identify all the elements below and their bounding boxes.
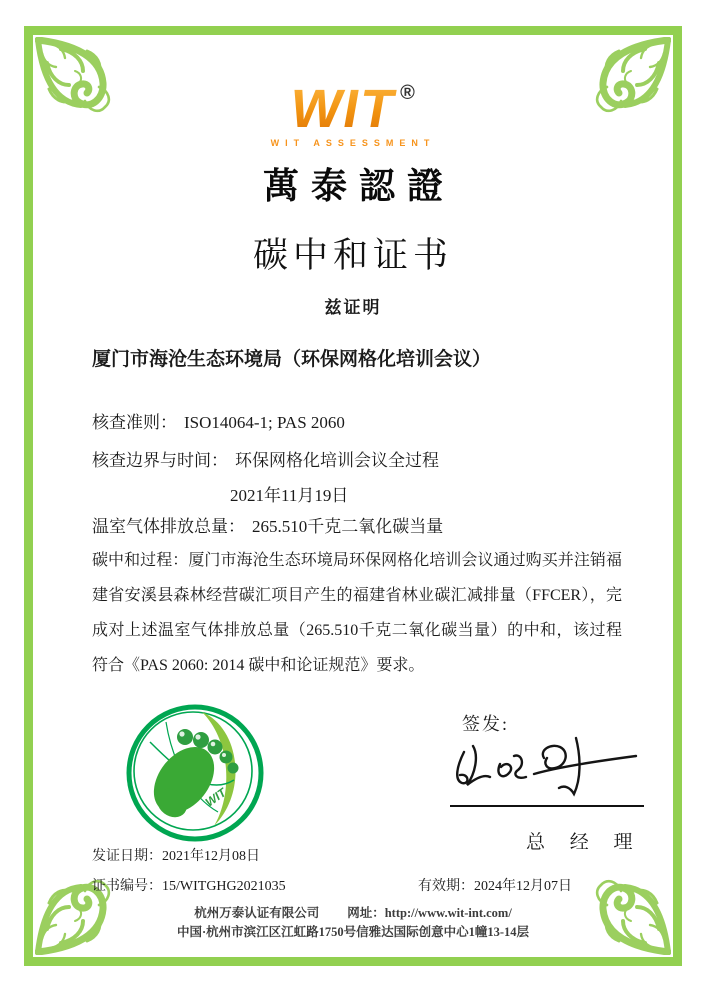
certificate-holder: 厦门市海沧生态环境局（环保网格化培训会议）: [92, 349, 492, 370]
signer-role: 总 经 理: [526, 832, 643, 853]
issued-by-label: 签发:: [462, 714, 510, 734]
certificate-number-label: 证书编号：: [92, 879, 162, 894]
issue-date-line: [92, 845, 260, 865]
field-boundary-time: [92, 446, 439, 471]
stamp-wit-text: WIT: [202, 785, 229, 810]
valid-until-label: 有效期：: [418, 879, 474, 894]
footer-website-label: 网址：: [347, 906, 385, 920]
footer-company: 杭州万泰认证有限公司: [194, 906, 320, 920]
footer-website: http://www.wit-int.com/: [384, 906, 512, 920]
field-value: ISO14064-1; PAS 2060: [184, 413, 345, 432]
process-label: 碳中和过程：: [92, 552, 189, 569]
field-total-emissions: [92, 512, 443, 537]
field-value: 2021年11月19日: [230, 486, 349, 505]
footer-address: 中国·杭州市滨江区江虹路1750号信雅达国际创意中心1幢13-14层: [176, 925, 530, 939]
process-text: 厦门市海沧生态环境局环保网格化培训会议通过购买并注销福建省安溪县森林经营碳汇项目产生的福建省林业碳汇减排量（FFCER），完成对上述温室气体排放总量（265.510千克二氧化碳当量）的中和，该过程符合《PAS 2060: 2014 碳中和论证规范》要求。: [92, 552, 622, 674]
field-verification-criteria: [92, 408, 345, 433]
field-value: 环保网格化培训会议全过程: [235, 451, 439, 470]
certificate-number-value: 15/WITGHG2021035: [162, 879, 286, 894]
certificate-number-line: [92, 875, 286, 895]
wit-wordmark: WIT: [285, 79, 402, 139]
logo-subtitle: WIT ASSESSMENT: [270, 138, 436, 148]
certificate-title: 碳中和证书: [252, 236, 453, 275]
valid-until-value: 2024年12月07日: [474, 879, 572, 894]
wit-logo: [0, 79, 706, 139]
field-label: 核查边界与时间：: [92, 451, 228, 470]
signature-handwriting: [446, 722, 648, 804]
issue-date-value: 2021年12月08日: [162, 849, 260, 864]
registered-trademark-icon: ®: [400, 82, 415, 104]
brand-name-cn: 萬泰認證: [262, 165, 455, 206]
field-value: 265.510千克二氧化碳当量: [252, 517, 444, 536]
certify-label: 兹证明: [324, 298, 382, 317]
footer-company-line: [0, 904, 706, 923]
issue-date-label: 发证日期：: [92, 849, 162, 864]
field-label: 核查准则：: [92, 413, 177, 432]
carbon-footprint-stamp-icon: [121, 699, 269, 847]
neutralization-process-paragraph: [92, 543, 622, 683]
field-label: 温室气体排放总量：: [92, 517, 245, 536]
field-event-date: [230, 481, 348, 506]
footer: [0, 904, 706, 942]
valid-until-line: [418, 875, 572, 895]
signature-underline: [450, 805, 644, 807]
logo-block: [0, 79, 706, 209]
